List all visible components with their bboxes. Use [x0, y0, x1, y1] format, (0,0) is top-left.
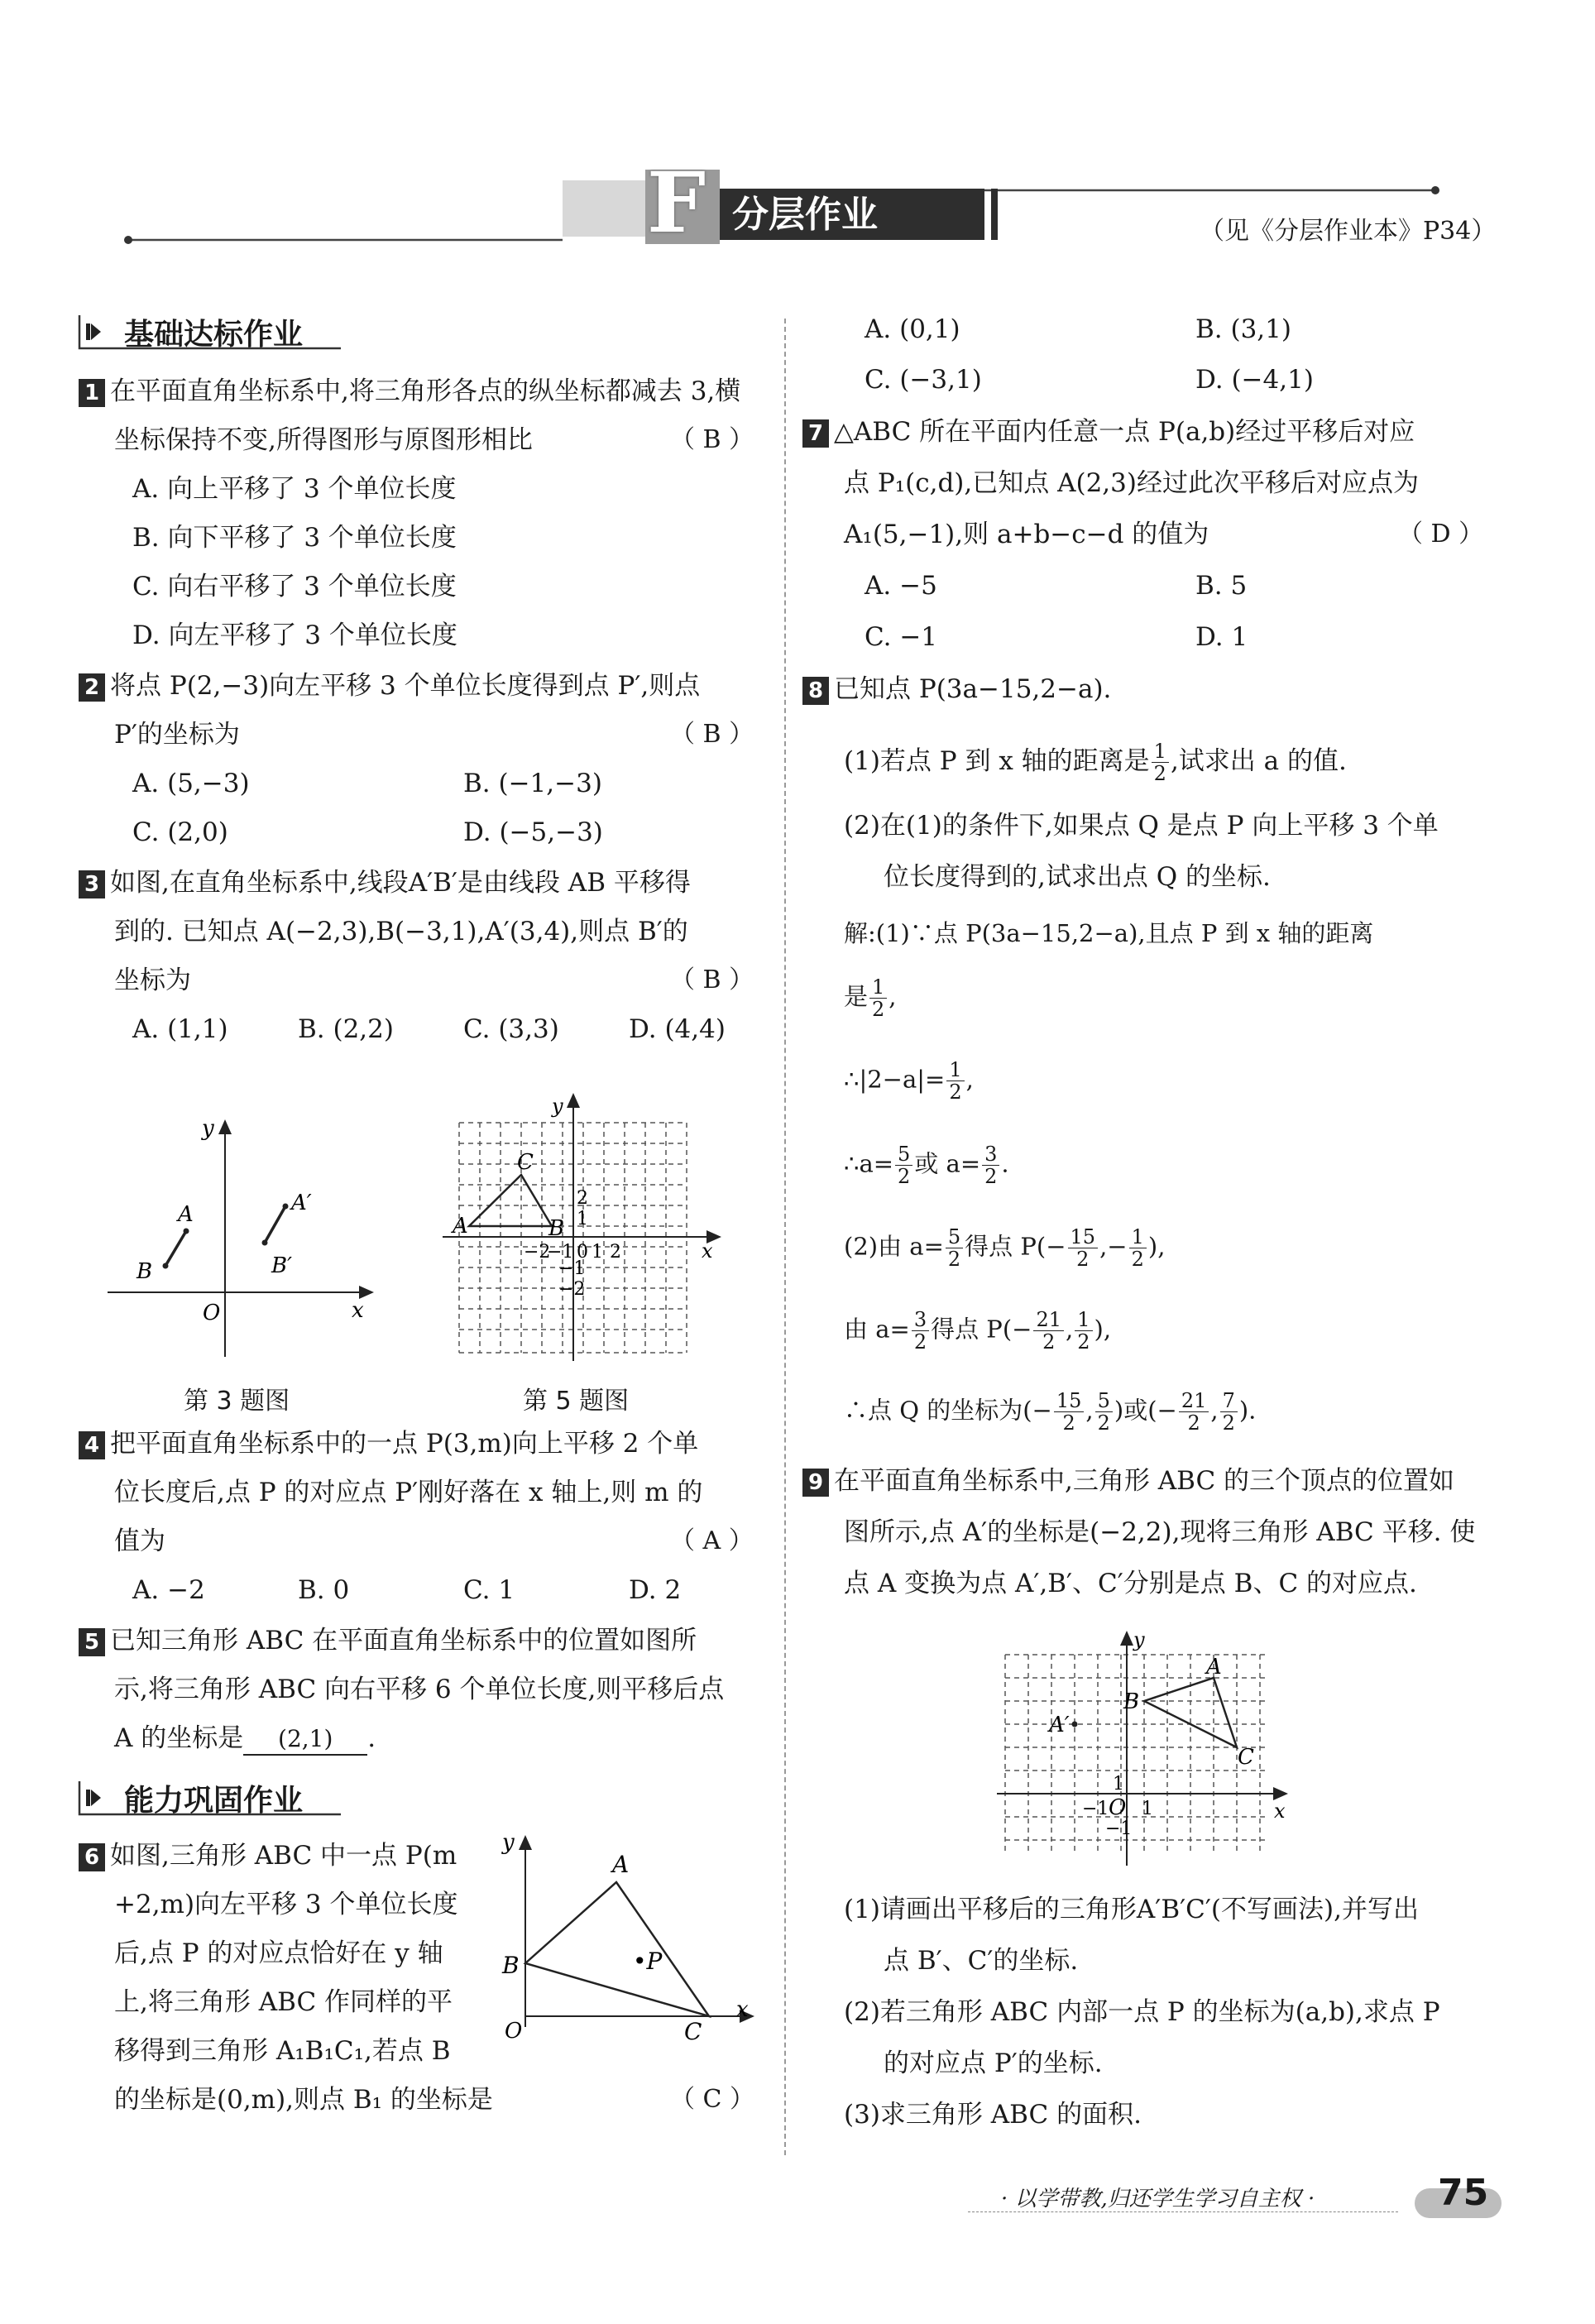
q1-answer: （ B ） [670, 425, 754, 454]
fraction-15-2 [1068, 1226, 1099, 1270]
fig9-label-a: A [1206, 1655, 1222, 1680]
q2-answer: （ B ） [670, 720, 754, 749]
q7-line1 [802, 417, 1415, 448]
q3-option-c: C. (3,3) [463, 1014, 559, 1044]
figure-9 [993, 1626, 1307, 1874]
fraction-7-2 [1220, 1390, 1238, 1434]
figure-3-caption: 第 3 题图 [184, 1387, 290, 1416]
fig5-tick-ym2: −2 [558, 1279, 586, 1300]
q4-line2: 位长度后,点 P 的对应点 P′刚好落在 x 轴上,则 m 的 [114, 1478, 703, 1507]
q8-solution-line6 [844, 1309, 1111, 1353]
fig9-tick-ym1: −1 [1105, 1818, 1133, 1839]
fig3-label-origin: O [203, 1301, 221, 1325]
fraction-1-2 [1152, 740, 1169, 784]
q4-option-a: A. −2 [132, 1575, 205, 1605]
denominator: 2 [898, 1165, 911, 1188]
fig5-tick-x1: 1 [592, 1242, 603, 1263]
q7-option-c: C. −1 [865, 622, 938, 652]
numerator: 1 [869, 976, 887, 999]
q1-option-a: A. 向上平移了 3 个单位长度 [132, 474, 457, 504]
q6-line5: 移得到三角形 A₁B₁C₁,若点 B [114, 2036, 451, 2066]
q6-option-c: C. (−3,1) [865, 365, 982, 395]
q4-option-b: B. 0 [298, 1575, 350, 1605]
numerator: 1 [946, 1059, 964, 1081]
q7-line2: 点 P₁(c,d),已知点 A(2,3)经过此次平移后对应点为 [844, 468, 1419, 498]
figure-3 [99, 1109, 381, 1373]
fraction-5-2 [895, 1143, 912, 1187]
solution-text: , [965, 1065, 974, 1094]
fig9-label-c: C [1238, 1745, 1254, 1770]
solution-text: ∴|2−a|= [844, 1065, 946, 1094]
figure-5-caption: 第 5 题图 [523, 1387, 630, 1416]
q7-answer: （ D ） [1398, 520, 1484, 549]
q3-line1 [79, 868, 691, 898]
fig3-label-b: B [137, 1259, 153, 1284]
denominator: 2 [1187, 1411, 1200, 1435]
q9-part3: (3)求三角形 ABC 的面积. [844, 2100, 1142, 2130]
q8-part2-line1: (2)在(1)的条件下,如果点 Q 是点 P 向上平移 3 个单 [844, 811, 1439, 841]
section-basic-heading [76, 309, 349, 355]
fig9-grid [1005, 1655, 1266, 1853]
solution-text: ), [1094, 1315, 1112, 1344]
fig6-label-c: C [684, 2018, 702, 2045]
column-divider [784, 319, 786, 2155]
section-basic-title: 基础达标作业 [124, 318, 304, 352]
header-letter: F [647, 154, 706, 252]
q4-option-d: D. 2 [629, 1575, 682, 1605]
denominator: 2 [872, 998, 885, 1021]
denominator: 2 [1042, 1330, 1056, 1354]
numerator: 3 [912, 1309, 929, 1331]
fig9-tick-y1: 1 [1113, 1774, 1124, 1795]
numerator: 7 [1220, 1390, 1238, 1412]
fig5-triangle-abc [469, 1175, 552, 1226]
q8-part1-text: (1)若点 P 到 x 轴的距离是 [844, 746, 1150, 776]
numerator: 3 [982, 1143, 999, 1166]
q6-line6: 的坐标是(0,m),则点 B₁ 的坐标是 [114, 2085, 493, 2115]
q3-option-d: D. (4,4) [629, 1014, 726, 1044]
fig6-label-p: •P [633, 1948, 663, 1975]
fraction-1-2 [1129, 1226, 1147, 1270]
q5-line3 [114, 1723, 376, 1756]
fig3-label-a-prime: A′ [291, 1191, 312, 1215]
fig5-tick-ym1: −1 [558, 1258, 586, 1279]
solution-text: , [1210, 1396, 1219, 1425]
fig9-label-a-prime: A′ [1049, 1713, 1070, 1737]
solution-text: ∴a= [844, 1149, 894, 1178]
denominator: 2 [984, 1165, 998, 1188]
q1-stem-line1: 在平面直角坐标系中,将三角形各点的纵坐标都减去 3,横 [110, 376, 741, 406]
denominator: 2 [1131, 1248, 1144, 1271]
q7-option-d: D. 1 [1195, 622, 1248, 652]
denominator: 2 [1062, 1411, 1075, 1435]
fraction-1-2 [1075, 1309, 1092, 1353]
numerator: 1 [1152, 740, 1169, 763]
q5-line3-text: A 的坐标是 [114, 1723, 244, 1753]
solution-text: ), [1147, 1232, 1166, 1261]
fig5-tick-xm2: −2 [524, 1242, 551, 1263]
fig3-label-b-prime: B′ [271, 1253, 293, 1278]
fraction-5-2 [946, 1226, 963, 1270]
q9-number: 9 [802, 1469, 829, 1497]
fig5-label-y: y [552, 1095, 563, 1118]
solution-text: 由 a= [844, 1315, 910, 1344]
q4-number: 4 [79, 1431, 105, 1459]
q8-solution-line3 [844, 1059, 974, 1103]
fraction-5-2 [1095, 1390, 1113, 1434]
q5-number: 5 [79, 1628, 105, 1656]
q8-part1 [844, 740, 1347, 784]
q5-line2: 示,将三角形 ABC 向右平移 6 个单位长度,则平移后点 [114, 1675, 725, 1704]
fig5-label-x: x [702, 1239, 713, 1263]
q1-option-d: D. 向左平移了 3 个单位长度 [132, 621, 457, 650]
q6-line1 [79, 1841, 457, 1871]
fig5-label-a: A [453, 1214, 468, 1239]
numerator: 21 [1179, 1390, 1209, 1412]
fig9-label-b: B [1123, 1689, 1140, 1714]
q3-answer: （ B ） [670, 966, 754, 994]
fig5-tick-x2: 2 [610, 1242, 621, 1263]
q7-number: 7 [802, 419, 829, 448]
denominator: 2 [947, 1248, 961, 1271]
q8-line1 [802, 674, 1111, 705]
numerator: 5 [1095, 1390, 1113, 1412]
denominator: 2 [1222, 1411, 1235, 1435]
solution-text: 或 a= [914, 1149, 981, 1178]
denominator: 2 [1077, 1330, 1090, 1354]
solution-text: (2)由 a= [844, 1232, 944, 1261]
denominator: 2 [1076, 1248, 1090, 1271]
solution-text: 得点 P(− [965, 1232, 1066, 1261]
q2-stem-line1: 将点 P(2,−3)向左平移 3 个单位长度得到点 P′,则点 [110, 671, 701, 701]
q6-option-d: D. (−4,1) [1195, 365, 1314, 395]
q8-solution-line1: 解:(1)∵点 P(3a−15,2−a),且点 P 到 x 轴的距离 [844, 919, 1374, 947]
q3-number: 3 [79, 870, 105, 898]
q6-option-b: B. (3,1) [1195, 314, 1291, 344]
numerator: 21 [1033, 1309, 1064, 1331]
q2-line1 [79, 671, 700, 702]
figure-5 [434, 1088, 732, 1369]
section-ability-heading [76, 1775, 349, 1821]
fig9-tick-x1: 1 [1142, 1799, 1153, 1819]
solution-text: )或(− [1114, 1396, 1177, 1425]
q2-option-b: B. (−1,−3) [463, 769, 602, 798]
fig5-tick-xm1: −1 [547, 1242, 574, 1263]
fig9-label-y: y [1133, 1628, 1145, 1651]
fig9-label-origin: O [1109, 1795, 1127, 1820]
header-title: 分层作业 [732, 194, 878, 236]
fig5-tick-y2: 2 [577, 1188, 588, 1209]
numerator: 5 [946, 1226, 963, 1248]
q8-part1-end: ,试求出 a 的值. [1170, 746, 1347, 776]
q2-number: 2 [79, 673, 105, 702]
q8-solution-line4 [844, 1143, 1009, 1187]
q6-line2: +2,m)向左平移 3 个单位长度 [114, 1890, 458, 1919]
page-number: 75 [1438, 2172, 1489, 2214]
q2-option-c: C. (2,0) [132, 817, 228, 847]
q1-option-b: B. 向下平移了 3 个单位长度 [132, 523, 457, 553]
q5-stem-line1: 已知三角形 ABC 在平面直角坐标系中的位置如图所 [110, 1626, 697, 1656]
section-ability-title: 能力巩固作业 [124, 1784, 304, 1818]
q1-option-c: C. 向右平移了 3 个单位长度 [132, 572, 457, 601]
numerator: 15 [1068, 1226, 1099, 1248]
q9-line1 [802, 1466, 1454, 1497]
solution-text: . [1001, 1149, 1009, 1178]
q6-option-a: A. (0,1) [865, 314, 960, 344]
q9-line2: 图所示,点 A′的坐标是(−2,2),现将三角形 ABC 平移. 使 [844, 1517, 1476, 1547]
numerator: 5 [895, 1143, 912, 1166]
fraction-21-2 [1179, 1390, 1209, 1434]
header-reference: （见《分层作业本》P34） [1200, 217, 1497, 246]
q9-part2-line2: 的对应点 P′的坐标. [884, 2048, 1103, 2078]
q6-line3: 后,点 P 的对应点恰好在 y 轴 [114, 1938, 443, 1968]
numerator: 15 [1054, 1390, 1085, 1412]
fig3-label-x: x [352, 1298, 364, 1323]
q8-stem-line1: 已知点 P(3a−15,2−a). [834, 674, 1112, 704]
header [0, 0, 1595, 273]
solution-text: , [889, 982, 897, 1011]
q3-line2: 到的. 已知点 A(−2,3),B(−3,1),A′(3,4),则点 B′的 [114, 917, 688, 946]
fraction-3-2 [982, 1143, 999, 1187]
fig5-tick-y1: 1 [577, 1209, 588, 1229]
q9-line3: 点 A 变换为点 A′,B′、C′分别是点 B、C 的对应点. [844, 1569, 1417, 1598]
fraction-15-2 [1054, 1390, 1085, 1434]
fig3-label-a: A [178, 1202, 194, 1227]
solution-text: 是 [844, 982, 869, 1011]
numerator: 1 [1075, 1309, 1092, 1331]
q7-option-a: A. −5 [865, 571, 937, 601]
fraction-1-2 [946, 1059, 964, 1103]
q7-stem-line1: △ABC 所在平面内任意一点 P(a,b)经过平移后对应 [834, 417, 1415, 447]
fig9-tick-xm1: −1 [1082, 1799, 1109, 1819]
q9-part1-line1: (1)请画出平移后的三角形A′B′C′(不写画法),并写出 [844, 1895, 1419, 1924]
solution-text: ,− [1099, 1232, 1128, 1261]
q3-option-a: A. (1,1) [132, 1014, 228, 1044]
q8-solution-line2 [844, 976, 897, 1020]
q3-option-b: B. (2,2) [298, 1014, 394, 1044]
q2-option-d: D. (−5,−3) [463, 817, 603, 847]
numerator: 1 [1129, 1226, 1147, 1248]
fig6-label-b: B [502, 1952, 520, 1979]
q4-line3: 值为 [114, 1526, 165, 1556]
denominator: 2 [949, 1081, 962, 1104]
denominator: 2 [1153, 762, 1166, 785]
q2-line2: P′的坐标为 [114, 720, 240, 750]
q6-number: 6 [79, 1843, 105, 1871]
solution-text: ∴点 Q 的坐标为(− [844, 1396, 1052, 1425]
fig6-triangle-abc [525, 1882, 709, 2016]
footer-slogan: · 以学带教,归还学生学习自主权 · [1001, 2187, 1315, 2211]
q9-stem-line1: 在平面直角坐标系中,三角形 ABC 的三个顶点的位置如 [834, 1466, 1455, 1496]
q6-answer: （ C ） [670, 2085, 755, 2114]
fraction-3-2 [912, 1309, 929, 1353]
fraction-21-2 [1033, 1309, 1064, 1353]
q4-option-c: C. 1 [463, 1575, 515, 1605]
q8-part2-line2: 位长度得到的,试求出点 Q 的坐标. [884, 862, 1271, 892]
q6-stem-line1: 如图,三角形 ABC 中一点 P(m [110, 1841, 457, 1871]
q3-stem-line1: 如图,在直角坐标系中,线段A′B′是由线段 AB 平移得 [110, 868, 691, 898]
fig3-label-y: y [202, 1116, 214, 1141]
q9-part1-line2: 点 B′、C′的坐标. [884, 1946, 1079, 1976]
fig6-label-y: y [502, 1830, 515, 1855]
fig6-label-a: A [612, 1851, 630, 1878]
q4-line1 [79, 1429, 698, 1459]
fig5-label-c: C [517, 1150, 534, 1175]
q1-number: 1 [79, 379, 105, 407]
solution-text: 得点 P(− [931, 1315, 1032, 1344]
q5-answer-blank: (2,1) [243, 1724, 367, 1756]
fig6-label-origin: O [505, 2019, 523, 2044]
q6-line4: 上,将三角形 ABC 作同样的平 [114, 1987, 453, 2017]
solution-text: , [1066, 1315, 1074, 1344]
q5-line1 [79, 1626, 697, 1656]
q4-answer: （ A ） [670, 1526, 754, 1555]
q5-line3-end: . [367, 1723, 376, 1753]
q8-solution-line7 [844, 1390, 1256, 1434]
q4-stem-line1: 把平面直角坐标系中的一点 P(3,m)向上平移 2 个单 [110, 1429, 699, 1459]
q8-solution-line5 [844, 1226, 1165, 1270]
q7-line3: A₁(5,−1),则 a+b−c−d 的值为 [844, 520, 1209, 549]
fig9-label-x: x [1274, 1799, 1286, 1823]
fig6-label-x: x [736, 1997, 749, 2022]
q8-number: 8 [802, 677, 829, 705]
denominator: 2 [913, 1330, 927, 1354]
q9-part2-line1: (2)若三角形 ABC 内部一点 P 的坐标为(a,b),求点 P [844, 1997, 1440, 2027]
q3-line3: 坐标为 [114, 966, 191, 995]
fig3-segment-ab [165, 1231, 186, 1266]
solution-text: , [1085, 1396, 1094, 1425]
fig5-tick-x0: 0 [577, 1242, 588, 1263]
q1-line2: 坐标保持不变,所得图形与原图形相比 [114, 425, 533, 455]
q1-line1 [79, 376, 740, 407]
fig3-segment-a2b2 [265, 1206, 285, 1243]
fraction-1-2 [869, 976, 887, 1020]
q2-option-a: A. (5,−3) [132, 769, 250, 798]
fig5-label-b: B [548, 1216, 565, 1241]
solution-text: ). [1238, 1396, 1257, 1425]
q7-option-b: B. 5 [1195, 571, 1248, 601]
figure-6 [492, 1824, 765, 2048]
footer [968, 2172, 1514, 2221]
denominator: 2 [1097, 1411, 1110, 1435]
